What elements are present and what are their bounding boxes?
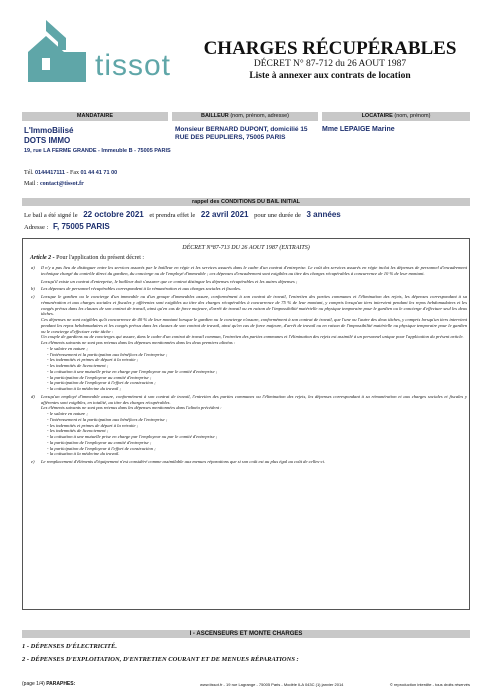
- signed-date: 22 octobre 2021: [83, 210, 144, 219]
- exclusion-list-c: [41, 346, 467, 392]
- effect-label: et prendra effet le: [149, 212, 196, 219]
- list-item: - la cotisation à une mutuelle prise en charge par l'employeur ou par le comité d'entreprise ;: [47, 434, 467, 440]
- paraphes-label: PARAPHES:: [46, 681, 76, 687]
- article-text: Pour l'application du présent décret :: [56, 255, 145, 261]
- list-item: - le salaire en nature ;: [47, 346, 467, 352]
- item-letter: b): [31, 286, 35, 292]
- decree-box: [22, 238, 470, 610]
- copyright-text: reproduction interdite - tous droits réservés: [393, 682, 470, 687]
- mandataire-header: [22, 112, 168, 121]
- annex-subtitle: Liste à annexer aux contrats de location: [249, 71, 411, 81]
- locataire-header: [322, 112, 470, 121]
- page-indicator: [22, 681, 75, 687]
- item-text: Lorsque le gardien ou le concierge d'un immeuble ou d'un groupe d'immeubles assure, conformément à son contrat de travail, l'entretien des parties communes et l'élimination des rejets, les dépenses correspondant à sa rémunération et aux charges sociales et fiscales y afférentes sont exigibles au titre des charges récupérables à concurrence de 75 % de leur montant, y compris lorsqu'un tiers intervient pendant les repos hebdomadaires et les congés prévus dans les clauses de son contrat de travail, ainsi qu'en cas de force majeure, d'arrêt de travail ou en raison de l'impossibilité matérielle ou physique temporaire pour le gardien ou le concierge d'effectuer seul les deux tâches.: [41, 294, 467, 317]
- footer-copyright: [390, 682, 470, 687]
- bailleur-label: BAILLEUR: [200, 113, 229, 119]
- mandataire-mail: [24, 181, 84, 187]
- item-letter: a): [31, 265, 35, 270]
- copyright-icon: ©: [389, 682, 393, 687]
- item-text: Lorsqu'un employé d'immeuble assure, conformément à son contrat de travail, l'entretien des parties communes ou l'élimination des rejets, les dépenses correspondant à sa rémunération et aux charges sociales et fiscales y afférentes sont exigibles, en totalité, au titre des charges récupérables.: [41, 393, 467, 405]
- section-line-1: 1 - DÉPENSES D'ÉLECTRICITÉ.: [22, 643, 117, 650]
- decree-subtitle: DÉCRET N° 87-712 du 26 AOUT 1987: [253, 59, 407, 69]
- mail-value[interactable]: contact@tissot.fr: [40, 181, 84, 187]
- footer-reference: www.tissot.fr - 19 rue Lagrange - 75005 Paris - Modèle ILA 043C (1) janvier 2014: [200, 682, 344, 687]
- tel-value: 0144417111: [35, 170, 65, 176]
- list-item: - le salaire en nature ;: [47, 411, 467, 417]
- item-letter: e): [31, 459, 35, 464]
- decree-item-a: [27, 265, 467, 284]
- decree-item-d: [27, 394, 467, 457]
- list-item: - l'intéressement et la participation aux bénéfices de l'entreprise ;: [47, 352, 467, 358]
- mandataire-label: MANDATAIRE: [76, 113, 114, 119]
- list-item: - la participation de l'employeur à l'effort de construction ;: [47, 380, 467, 386]
- duration-label: pour une durée de: [254, 212, 301, 219]
- bailleur-value: Monsieur BERNARD DUPONT, domicilié 15 RUE DES PEUPLIERS, 75005 PARIS: [175, 126, 308, 141]
- item-letter: d): [31, 393, 35, 399]
- list-item: - les indemnités de licenciement ;: [47, 363, 467, 369]
- mandataire-address: 19, rue LA FERME GRANDE - Immeuble B - 75005 PARIS: [24, 148, 171, 154]
- mandataire-phone: [24, 169, 117, 177]
- locataire-label: LOCATAIRE: [361, 113, 393, 119]
- mandataire-name-line1: L'ImmoBilisé: [24, 126, 74, 135]
- bailleur-hint: (nom, prénom, adresse): [230, 113, 290, 119]
- logo-wordmark: tissot: [95, 49, 172, 82]
- locataire-hint: (nom, prénom): [394, 113, 431, 119]
- list-item: - la participation de l'employeur au comité d'entreprise ;: [47, 375, 467, 381]
- tel-label: Tél.: [24, 170, 34, 176]
- list-item: - la cotisation à la médecine du travail.: [47, 451, 467, 457]
- list-item: - les indemnités et primes de départ à la retraite ;: [47, 357, 467, 363]
- fax-label: - Fax: [66, 170, 79, 176]
- item-extra: Un couple de gardiens ou de concierges qui assure, dans le cadre d'un contrat de travail commun, l'entretien des parties communes et l'élimination des rejets est assimilé à un personnel unique pour l'application du présent article.: [41, 334, 464, 340]
- duration-value: 3 années: [306, 210, 341, 219]
- mandataire-name-line2: DOTS IMMO: [24, 136, 71, 145]
- item-extra: Ces dépenses ne sont exigibles qu'à concurrence de 40 % de leur montant lorsque le gardien ou le concierge n'assure, conformément à son contrat de travail, que l'une ou l'autre des deux tâches, y compris lorsqu'un tiers intervient pendant les repos hebdomadaires et les congés prévus dans les clauses de son contrat de travail, ainsi qu'en cas de force majeure, d'arrêt de travail ou en raison de l'impossibilité matérielle ou physique temporaire pour le gardien ou le concierge d'effectuer cette tâche :: [41, 317, 467, 334]
- list-item: - les indemnités et primes de départ à la retraite ;: [47, 423, 467, 429]
- article-label: Article 2 -: [30, 255, 55, 261]
- mail-label: Mail :: [24, 181, 39, 187]
- adresse-label: Adresse :: [24, 224, 49, 231]
- signed-label: Le bail a été signé le: [24, 212, 78, 219]
- bail-dates-line: [24, 210, 345, 219]
- decree-title: DÉCRET N°87-713 DU 26 AOUT 1987 (EXTRAITS): [182, 245, 310, 251]
- item-extra: Lorsqu'il existe un contrat d'entreprise, le bailleur doit s'assurer que ce contrat distingue les dépenses récupérables et les autres dépenses ;: [41, 278, 298, 284]
- effect-date: 22 avril 2021: [200, 210, 249, 219]
- item-extra: Les éléments suivants ne sont pas retenus dans les dépenses mentionnées dans l'alinéa précédent :: [41, 405, 222, 411]
- item-text: Les dépenses de personnel récupérables correspondent à la rémunération et aux charges sociales et fiscales.: [41, 286, 242, 292]
- fax-value: 01 44 41 71 00: [80, 170, 118, 176]
- page-number: (page 1/4): [22, 681, 45, 687]
- list-item: - la participation de l'employeur à l'effort de construction ;: [47, 446, 467, 452]
- list-item: - la cotisation à une mutuelle prise en charge par l'employeur ou par le comité d'entreprise ;: [47, 369, 467, 375]
- page-title: CHARGES RÉCUPÉRABLES: [203, 38, 457, 59]
- list-item: - la participation de l'employeur au comité d'entreprise ;: [47, 440, 467, 446]
- bailleur-header: [172, 112, 318, 121]
- item-letter: c): [31, 294, 35, 299]
- section-header: I - ASCENSEURS ET MONTE CHARGES: [22, 630, 470, 638]
- item-text: Le remplacement d'éléments d'équipement n'est considéré comme assimilable aux menues réparations que si son coût est au plus égal au coût de celles-ci.: [41, 459, 326, 464]
- section-line-2: 2 - DÉPENSES D'EXPLOITATION, D'ENTRETIEN COURANT ET DE MENUES RÉPARATIONS :: [22, 656, 299, 663]
- decree-item-c: [27, 294, 467, 392]
- adresse-value: F, 75005 PARIS: [53, 222, 110, 231]
- article-line: [30, 255, 144, 261]
- item-text: Il n'y a pas lieu de distinguer entre les services assurés par le bailleur en régie et les services assurés dans le cadre d'un contrat d'entreprise. Le coût des services assurés en régie inclut les dépenses de personnel d'encadrement technique chargé du contrôle direct du gardien, du concierge ou de l'employé d'immeuble ; ces dépenses d'encadrement sont exigibles au titre des charges récupérables à concurrence de 10 % de leur montant.: [41, 265, 467, 276]
- exclusion-list-d: [41, 411, 467, 457]
- decree-item-b: [27, 286, 467, 292]
- adresse-line: [24, 222, 110, 231]
- list-item: - la cotisation à la médecine du travail ;: [47, 386, 467, 392]
- decree-body: [27, 265, 467, 467]
- rappel-header: rappel des CONDITIONS DU BAIL INITIAL: [22, 198, 470, 206]
- page-footer: [22, 681, 470, 689]
- list-item: - l'intéressement et la participation aux bénéfices de l'entreprise ;: [47, 417, 467, 423]
- decree-item-e: [27, 459, 467, 465]
- item-extra: Les éléments suivants ne sont pas retenus dans les dépenses mentionnées dans les deux premiers alinéas :: [41, 340, 236, 345]
- list-item: - les indemnités de licenciement ;: [47, 428, 467, 434]
- locataire-value: Mme LEPAIGE Marine: [322, 126, 395, 133]
- mandataire-name: [24, 126, 73, 146]
